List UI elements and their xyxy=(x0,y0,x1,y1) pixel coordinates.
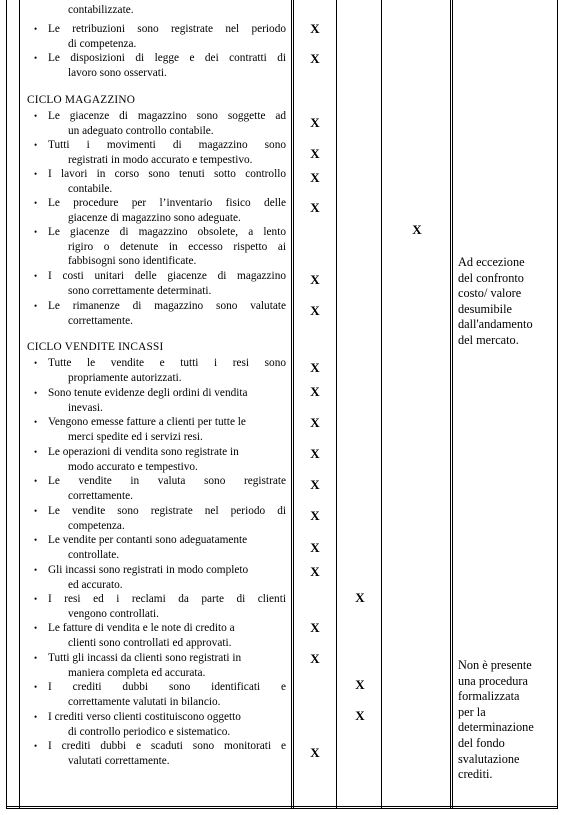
list-item: • Tutti gli incassi da clienti sono registrati in maniera completa ed accurata. xyxy=(34,652,242,679)
check-mark: X xyxy=(310,564,320,579)
column-divider-5 xyxy=(450,0,453,808)
bullet-icon: • xyxy=(34,653,38,663)
list-item: • Le procedure per l’inventario fisico delle giacenze di magazzino sono adeguate. xyxy=(34,197,286,224)
bullet-icon: • xyxy=(34,741,38,751)
list-item: • Le vendite per contanti sono adeguatamente controllate. xyxy=(34,534,248,561)
column-divider-1 xyxy=(19,0,20,808)
bullet-icon: • xyxy=(34,24,38,34)
table-border-right xyxy=(557,0,558,808)
check-mark: X xyxy=(310,384,320,399)
check-mark: X xyxy=(310,508,320,523)
check-mark: X xyxy=(355,708,365,723)
bullet-icon: • xyxy=(34,594,38,604)
bullet-icon: • xyxy=(34,565,38,575)
list-item: • Le operazioni di vendita sono registrate in modo accurato e tempestivo. xyxy=(34,446,239,473)
column-divider-4 xyxy=(381,0,382,808)
check-mark: X xyxy=(310,21,320,36)
bullet-icon: • xyxy=(34,623,38,633)
list-item: • I crediti dubbi e scaduti sono monitorati e valutati correttamente. xyxy=(34,740,286,767)
list-item: • Le vendite in valuta sono registrate correttamente. xyxy=(34,475,286,502)
check-mark: X xyxy=(310,540,320,555)
note-magazzino: Ad eccezione del confronto costo/ valore desumibile dall'andamento del mercato. xyxy=(458,255,533,347)
list-item: • Le vendite sono registrate nel periodo di competenza. xyxy=(34,505,286,532)
bullet-icon: • xyxy=(34,301,38,311)
list-item: • Tutti i movimenti di magazzino sono registrati in modo accurato e tempestivo. xyxy=(34,139,286,166)
check-mark: X xyxy=(310,303,320,318)
check-mark: X xyxy=(310,745,320,760)
check-mark: X xyxy=(310,620,320,635)
bullet-icon: • xyxy=(34,198,38,208)
section-heading-magazzino: CICLO MAGAZZINO xyxy=(27,94,136,106)
bullet-icon: • xyxy=(34,53,38,63)
check-mark: X xyxy=(310,170,320,185)
list-item: • Le retribuzioni sono registrate nel periodo di competenza. xyxy=(34,23,286,50)
check-mark: X xyxy=(310,477,320,492)
check-mark: X xyxy=(412,222,422,237)
check-mark: X xyxy=(310,651,320,666)
list-item: • I resi ed i reclami da parte di clienti vengono controllati. xyxy=(34,593,286,620)
bullet-icon: • xyxy=(34,447,38,457)
check-mark: X xyxy=(310,115,320,130)
bullet-icon: • xyxy=(34,417,38,427)
check-mark: X xyxy=(355,677,365,692)
check-mark: X xyxy=(310,146,320,161)
list-item: • Le rimanenze di magazzino sono valutate correttamente. xyxy=(34,300,286,327)
column-divider-3 xyxy=(336,0,337,808)
bullet-icon: • xyxy=(34,169,38,179)
list-item: • Le giacenze di magazzino obsolete, a lento rigiro o detenute in eccesso rispetto ai fabbisogni sono identificate. xyxy=(34,226,286,267)
item-text-line: contabilizzate. xyxy=(68,4,134,16)
table-border-left xyxy=(6,0,7,808)
list-item: • I crediti dubbi sono identificati e correttamente valutati in bilancio. xyxy=(34,681,286,708)
check-mark: X xyxy=(310,446,320,461)
list-item: • Sono tenute evidenze degli ordini di vendita inevasi. xyxy=(34,387,248,414)
bullet-icon: • xyxy=(34,140,38,150)
list-item: • Vengono emesse fatture a clienti per tutte le merci spedite ed i servizi resi. xyxy=(34,416,246,443)
list-item: • Le fatture di vendita e le note di credito a clienti sono controllati ed approvati. xyxy=(34,622,235,649)
bullet-icon: • xyxy=(34,388,38,398)
bullet-icon: • xyxy=(34,712,38,722)
check-mark: X xyxy=(310,415,320,430)
list-item: • Tutte le vendite e tutti i resi sono propriamente autorizzati. xyxy=(34,357,286,384)
bullet-icon: • xyxy=(34,358,38,368)
bullet-icon: • xyxy=(34,535,38,545)
check-mark: X xyxy=(310,272,320,287)
column-divider-2 xyxy=(291,0,294,808)
note-crediti: Non è presente una procedura formalizzata per la determinazione del fondo svalutazione crediti. xyxy=(458,658,534,782)
bullet-icon: • xyxy=(34,271,38,281)
check-mark: X xyxy=(310,51,320,66)
list-item-continuation xyxy=(68,3,286,18)
list-item: • Le disposizioni di legge e dei contratti di lavoro sono osservati. xyxy=(34,52,286,79)
check-mark: X xyxy=(355,590,365,605)
bullet-icon: • xyxy=(34,476,38,486)
check-mark: X xyxy=(310,200,320,215)
check-mark: X xyxy=(310,360,320,375)
list-item: • I costi unitari delle giacenze di magazzino sono correttamente determinati. xyxy=(34,270,286,297)
section-heading-vendite-incassi: CICLO VENDITE INCASSI xyxy=(27,341,164,353)
bullet-icon: • xyxy=(34,682,38,692)
bullet-icon: • xyxy=(34,227,38,237)
bullet-icon: • xyxy=(34,111,38,121)
list-item: • I lavori in corso sono tenuti sotto controllo contabile. xyxy=(34,168,286,195)
list-item: • Le giacenze di magazzino sono soggette ad un adeguato controllo contabile. xyxy=(34,110,286,137)
list-item: • Gli incassi sono registrati in modo completo ed accurato. xyxy=(34,564,249,591)
bullet-icon: • xyxy=(34,506,38,516)
list-item: • I crediti verso clienti costituiscono oggetto di controllo periodico e sistematico. xyxy=(34,711,241,738)
table-bottom-border xyxy=(6,806,558,809)
